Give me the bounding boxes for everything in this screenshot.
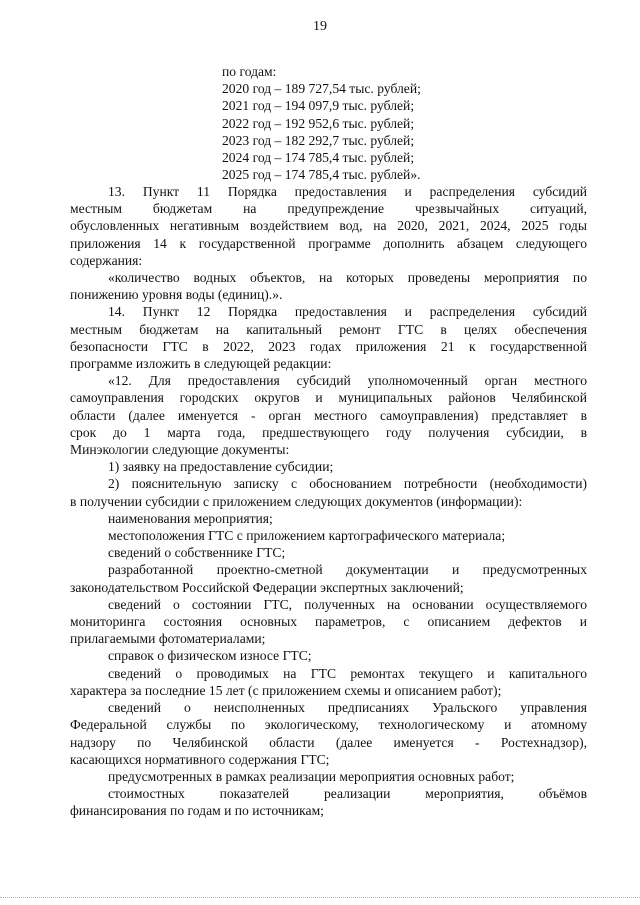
text-line: срок до 1 марта года, предшествующего году получения субсидии, в (70, 424, 587, 440)
text-line: наименования мероприятия; (108, 510, 273, 526)
text-line: характера за последние 15 лет (с приложением схемы и описанием работ); (70, 682, 502, 698)
text-line: касающихся нормативного содержания ГТС; (70, 751, 330, 767)
year-line: 2025 год – 174 785,4 тыс. рублей». (222, 167, 421, 183)
text-line: 14. Пункт 12 Порядка предоставления и распределения субсидий (108, 304, 587, 320)
text-line: законодательством Российской Федерации экспертных заключений; (70, 579, 464, 595)
text-line: разработанной проектно-сметной документации и предусмотренных (108, 562, 587, 578)
text-line: мониторинга состояния основных параметров, с описанием дефектов и (70, 614, 587, 630)
text-line: самоуправления городских округов и муниципальных районов Челябинской (70, 390, 587, 406)
text-line: 1) заявку на предоставление субсидии; (108, 459, 334, 475)
text-line: сведений о состоянии ГТС, полученных на основании осуществляемого (108, 596, 587, 612)
text-line: «12. Для предоставления субсидий уполномоченный орган местного (108, 373, 587, 389)
text-line: понижению уровня воды (единиц).». (70, 287, 283, 303)
years-heading: по годам: (222, 64, 277, 79)
document-body (70, 183, 587, 820)
page-bottom-edge (0, 897, 640, 898)
year-line: 2020 год – 189 727,54 тыс. рублей; (222, 81, 421, 97)
text-line: местоположения ГТС с приложением картографического материала; (108, 528, 506, 544)
text-line: местным бюджетам на капитальный ремонт ГТС в целях обеспечения (70, 321, 587, 337)
text-line: Минэкологии следующие документы: (70, 442, 290, 458)
year-line: 2022 год – 192 952,6 тыс. рублей; (222, 115, 415, 131)
text-line: безопасности ГТС в 2022, 2023 годах приложения 21 к государственной (70, 338, 587, 354)
text-line: 2) пояснительную записку с обоснованием потребности (необходимости) (108, 476, 587, 492)
text-line: 13. Пункт 11 Порядка предоставления и распределения субсидий (108, 184, 587, 199)
year-line: 2024 год – 174 785,4 тыс. рублей; (222, 150, 415, 166)
text-line: сведений о неисполненных предписаниях Уральского управления (108, 700, 587, 716)
page-number: 19 (313, 19, 327, 34)
text-line: стоимостных показателей реализации мероприятия, объёмов (108, 786, 587, 802)
text-line: прилагаемыми фотоматериалами; (70, 631, 266, 647)
text-line: финансирования по годам и по источникам; (70, 803, 324, 819)
year-line: 2023 год – 182 292,7 тыс. рублей; (222, 132, 415, 148)
text-line: области (далее именуется - орган местного самоуправления) представляет в (70, 407, 587, 423)
text-line: приложения 14 к государственной программе дополнить абзацем следующего (70, 235, 587, 251)
text-line: местным бюджетам на предупреждение чрезвычайных ситуаций, (70, 201, 587, 217)
text-line: обусловленных негативным воздействием вод, на 2020, 2021, 2024, 2025 годы (70, 218, 587, 234)
text-line: надзору по Челябинской области (далее именуется - Ростехнадзор), (70, 734, 587, 750)
year-line: 2021 год – 194 097,9 тыс. рублей; (222, 98, 415, 114)
text-line: содержания: (70, 252, 143, 268)
text-line: в получении субсидии с приложением следующих документов (информации): (70, 493, 523, 509)
text-line: сведений о собственнике ГТС; (108, 545, 286, 561)
text-line: «количество водных объектов, на которых проведены мероприятия по (108, 270, 587, 286)
text-line: справок о физическом износе ГТС; (108, 648, 312, 664)
text-line: программе изложить в следующей редакции: (70, 356, 332, 372)
text-line: сведений о проводимых на ГТС ремонтах текущего и капитального (108, 665, 587, 681)
text-line: Федеральной службы по экологическому, технологическому и атомному (70, 717, 587, 733)
text-line: предусмотренных в рамках реализации мероприятия основных работ; (108, 768, 515, 784)
funding-by-year-block (222, 63, 421, 183)
